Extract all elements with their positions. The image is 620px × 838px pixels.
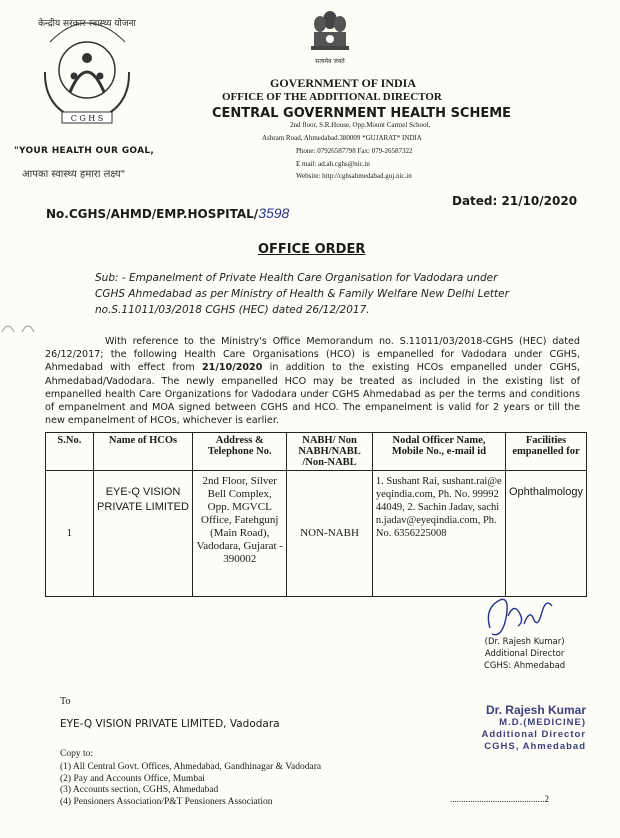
cell-facilities: Ophthalmology (506, 471, 587, 597)
reference-handwritten-number: 3598 (258, 205, 290, 221)
stamp-designation: Additional Director (481, 729, 586, 740)
header-website: Website: http://cghsahmedabad.guj.nic.in (296, 172, 412, 180)
cell-sno: 1 (46, 471, 94, 597)
header-office: OFFICE OF THE ADDITIONAL DIRECTOR (222, 91, 442, 103)
to-label: To (60, 696, 71, 707)
list-item: (4) Pensioners Association/P&T Pensioners Association (60, 796, 273, 807)
header-cghs: CENTRAL GOVERNMENT HEALTH SCHEME (212, 106, 512, 121)
page-number: ..........................................2 (450, 794, 549, 804)
official-stamp (458, 703, 586, 753)
col-facilities: Facilities empanelled for (506, 433, 587, 471)
page-title: OFFICE ORDER (258, 242, 366, 257)
stamp-name: Dr. Rajesh Kumar (485, 703, 586, 717)
body-part-2: in addition to the existing HCOs empanelled under CGHS, Ahmedabad/Vadodara. The newly empanelled HCO may be treated as included in the existing list of empanelled health Care Organizations for Vadodara under CGHS Ahmedabad as per the terms and conditions of empanelment and MOA signed between CGHS and HCO. The empanelment is valid for 2 years or till the new empanelment of HCOs, whichever is earlier. (45, 362, 580, 427)
stamp-qualification: M.D.(MEDICINE) (499, 717, 586, 728)
national-emblem (305, 6, 355, 68)
signatory-designation: Additional Director (484, 649, 565, 659)
list-item: (1) All Central Govt. Offices, Ahmedabad, Gandhinagar & Vadodara (60, 762, 322, 772)
cell-name: EYE-Q VISION PRIVATE LIMITED (93, 471, 193, 597)
order-date: Dated: 21/10/2020 (452, 194, 578, 208)
list-item: (2) Pay and Accounts Office, Mumbai (60, 773, 205, 784)
subject-label: Sub: - (95, 272, 126, 284)
col-name: Name of HCOs (93, 433, 193, 471)
signatory-office: CGHS: Ahmedabad (484, 661, 566, 671)
reference-number (46, 205, 289, 221)
reference-prefix: No.CGHS/AHMD/EMP.HOSPITAL/ (46, 207, 259, 221)
list-item: (3) Accounts section, CGHS, Ahmedabad (60, 785, 219, 795)
punch-holes (0, 318, 40, 338)
cell-nodal: 1. Sushant Rai, sushant.rai@eyeqindia.com, Ph. No. 9999244049, 2. Sachin Jadav, sachin.jadav@eyeqindia.com, Ph. No. 6356225008 (372, 471, 505, 597)
logo-hindi-text: केन्द्रीय सरकार स्वास्थ्य योजना (38, 19, 136, 29)
col-nodal: Nodal Officer Name, Mobile No., e-mail id (372, 433, 505, 471)
cell-address: 2nd Floor, Silver Bell Complex, Opp. MGVCL Office, Fatehgunj (Main Road), Vadodara, Gujarat - 390002 (193, 471, 287, 597)
copy-to-label: Copy to: (60, 749, 93, 759)
stamp-office: CGHS, Ahmedabad (484, 741, 586, 752)
col-address: Address & Telephone No. (193, 433, 287, 471)
logo-band-text: C G H S (70, 114, 104, 123)
cghs-logo (30, 12, 145, 137)
col-nabh: NABH/ Non NABH/NABL /Non-NABL (287, 433, 373, 471)
hco-table (45, 432, 587, 597)
slogan-english: "YOUR HEALTH OUR GOAL, (14, 146, 155, 156)
copy-to-list (60, 762, 321, 808)
header-govt: GOVERNMENT OF INDIA (270, 76, 417, 90)
emblem-motto: सत्यमेव जयते (315, 58, 345, 65)
table-row (46, 471, 587, 597)
subject (95, 270, 525, 318)
table-header-row (46, 433, 587, 471)
order-body (45, 335, 580, 427)
subject-text: Empanelment of Private Health Care Organisation for Vadodara under CGHS Ahmedabad as per Ministry of Health & Family Welfare New Delhi Letter no.S.11011/03/2018 CGHS (HEC) dated 26/12/2017. (95, 272, 509, 316)
col-sno: S.No. (46, 433, 94, 471)
body-part-1: With reference to the Ministry's Office Memorandum no. S.11011/03/2018-CGHS (HEC) dated 26/12/2017; the following Health Care Organisations (HCO) is empanelled for Vadodara under CGHS, Ahmedabad with effect from (45, 336, 580, 374)
header-address-2: Ashram Road, Ahmedabad.380009 *GUJARAT* INDIA (262, 134, 422, 142)
header-email: E mail: ad.ah.cghs@nic.in (296, 160, 370, 168)
recipient-name: EYE-Q VISION PRIVATE LIMITED, Vadodara (60, 718, 280, 730)
cell-nabh: NON-NABH (287, 471, 373, 597)
signatory-name: (Dr. Rajesh Kumar) (484, 637, 565, 647)
slogan-hindi: आपका स्वास्थ्य हमारा लक्ष्य" (22, 169, 126, 180)
header-phone: Phone: 07926587798 Fax: 079-26587322 (296, 147, 413, 155)
header-address-1: 2nd floor, S.R.House, Opp.Mount Carmel School, (290, 121, 431, 129)
signature-block (484, 636, 565, 672)
body-effective-date: 21/10/2020 (202, 362, 263, 374)
